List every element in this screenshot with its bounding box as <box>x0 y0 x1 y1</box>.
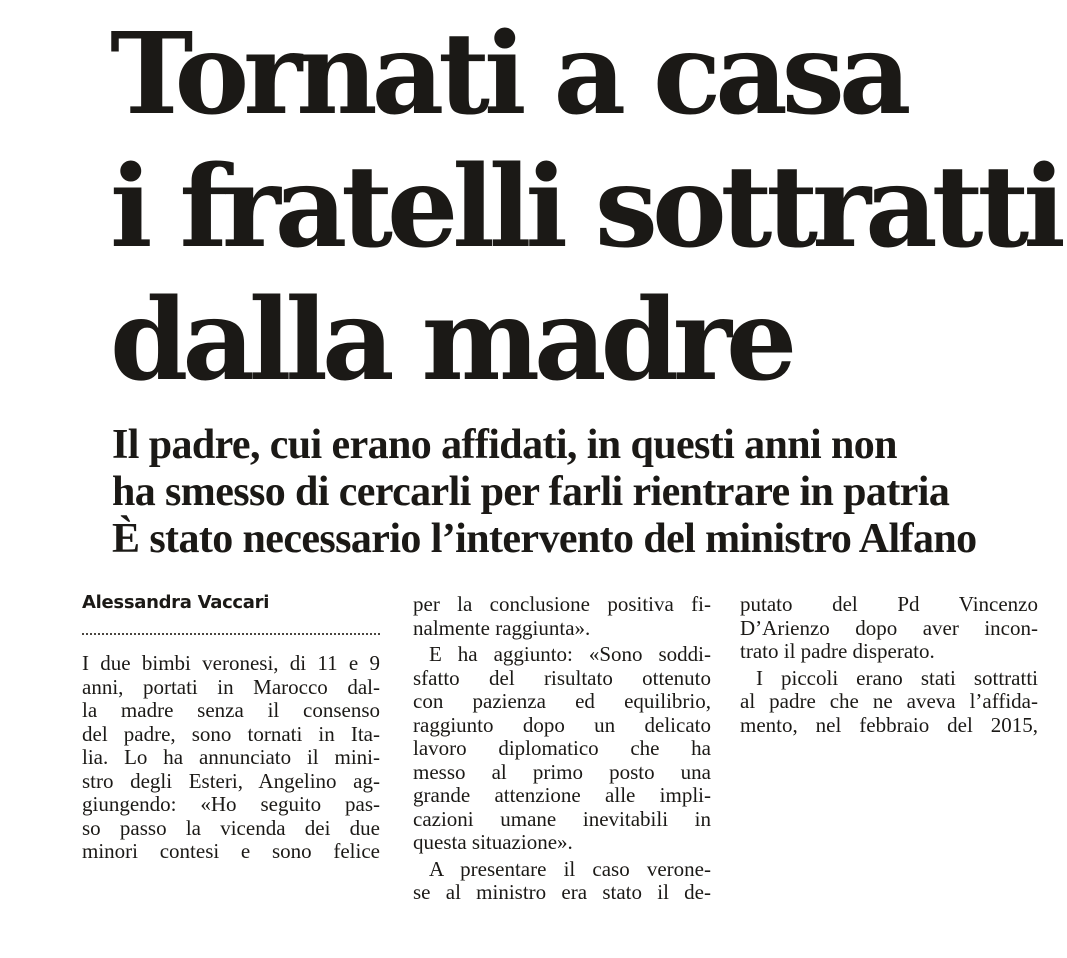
text-line: la madre senza il consenso <box>82 698 380 722</box>
text-line: mento, nel febbraio del 2015, <box>740 712 1038 737</box>
paragraph <box>82 652 380 864</box>
text-line: grande attenzione alle impli- <box>413 783 711 807</box>
text-line: se al ministro era stato il de- <box>413 880 711 904</box>
text-line: minori contesi e sono felice <box>82 839 380 863</box>
text-line: trato il padre disperato. <box>740 639 935 663</box>
paragraph <box>413 643 711 855</box>
text-line: del padre, sono tornati in Ita- <box>82 721 380 746</box>
text-line: questa situazione». <box>413 830 573 854</box>
text-line: anni, portati in Marocco dal- <box>82 674 380 699</box>
headline-line: i fratelli sottratti <box>110 142 1060 273</box>
paragraph <box>740 667 1038 738</box>
text-line: stro degli Esteri, Angelino ag- <box>82 768 380 793</box>
article-column-1 <box>82 652 380 864</box>
text-line: I due bimbi veronesi, di 11 e 9 <box>82 651 380 675</box>
subheadline <box>112 422 1052 563</box>
paragraph <box>413 858 711 905</box>
paragraph <box>740 593 1038 664</box>
text-line: con pazienza ed equilibrio, <box>413 689 711 713</box>
text-line: lavoro diplomatico che ha <box>413 736 711 760</box>
subheadline-line: È stato necessario l’intervento del ministro Alfano <box>112 516 977 562</box>
text-line: lia. Lo ha annunciato il mini- <box>82 745 380 769</box>
subheadline-line: ha smesso di cercarli per farli rientrare in patria <box>112 469 950 515</box>
paragraph <box>413 593 711 640</box>
headline <box>110 8 1060 407</box>
text-line: raggiunto dopo un delicato <box>413 712 711 737</box>
text-line: putato del Pd Vincenzo <box>740 592 1038 616</box>
subheadline-line: Il padre, cui erano affidati, in questi anni non <box>112 422 897 468</box>
text-line: so passo la vicenda dei due <box>82 815 380 840</box>
text-line: cazioni umane inevitabili in <box>413 806 711 831</box>
text-line: nalmente raggiunta». <box>413 615 591 640</box>
article-column-2 <box>413 593 711 905</box>
byline-divider <box>82 633 380 635</box>
article-column-3 <box>740 593 1038 737</box>
text-line: D’Arienzo dopo aver incon- <box>740 615 1038 640</box>
text-line: I piccoli erano stati sottratti <box>756 665 1038 690</box>
text-line: sfatto del risultato ottenuto <box>413 665 711 690</box>
text-line: A presentare il caso verone- <box>429 856 711 881</box>
text-line: al padre che ne aveva l’affida- <box>740 689 1038 713</box>
author-byline: Alessandra Vaccari <box>82 592 270 613</box>
headline-line: dalla madre <box>110 275 792 406</box>
headline-line: Tornati a casa <box>110 9 906 140</box>
text-line: E ha aggiunto: «Sono soddi- <box>429 642 711 666</box>
text-line: per la conclusione positiva fi- <box>413 592 711 616</box>
text-line: messo al primo posto una <box>413 759 711 784</box>
text-line: giungendo: «Ho seguito pas- <box>82 792 380 816</box>
